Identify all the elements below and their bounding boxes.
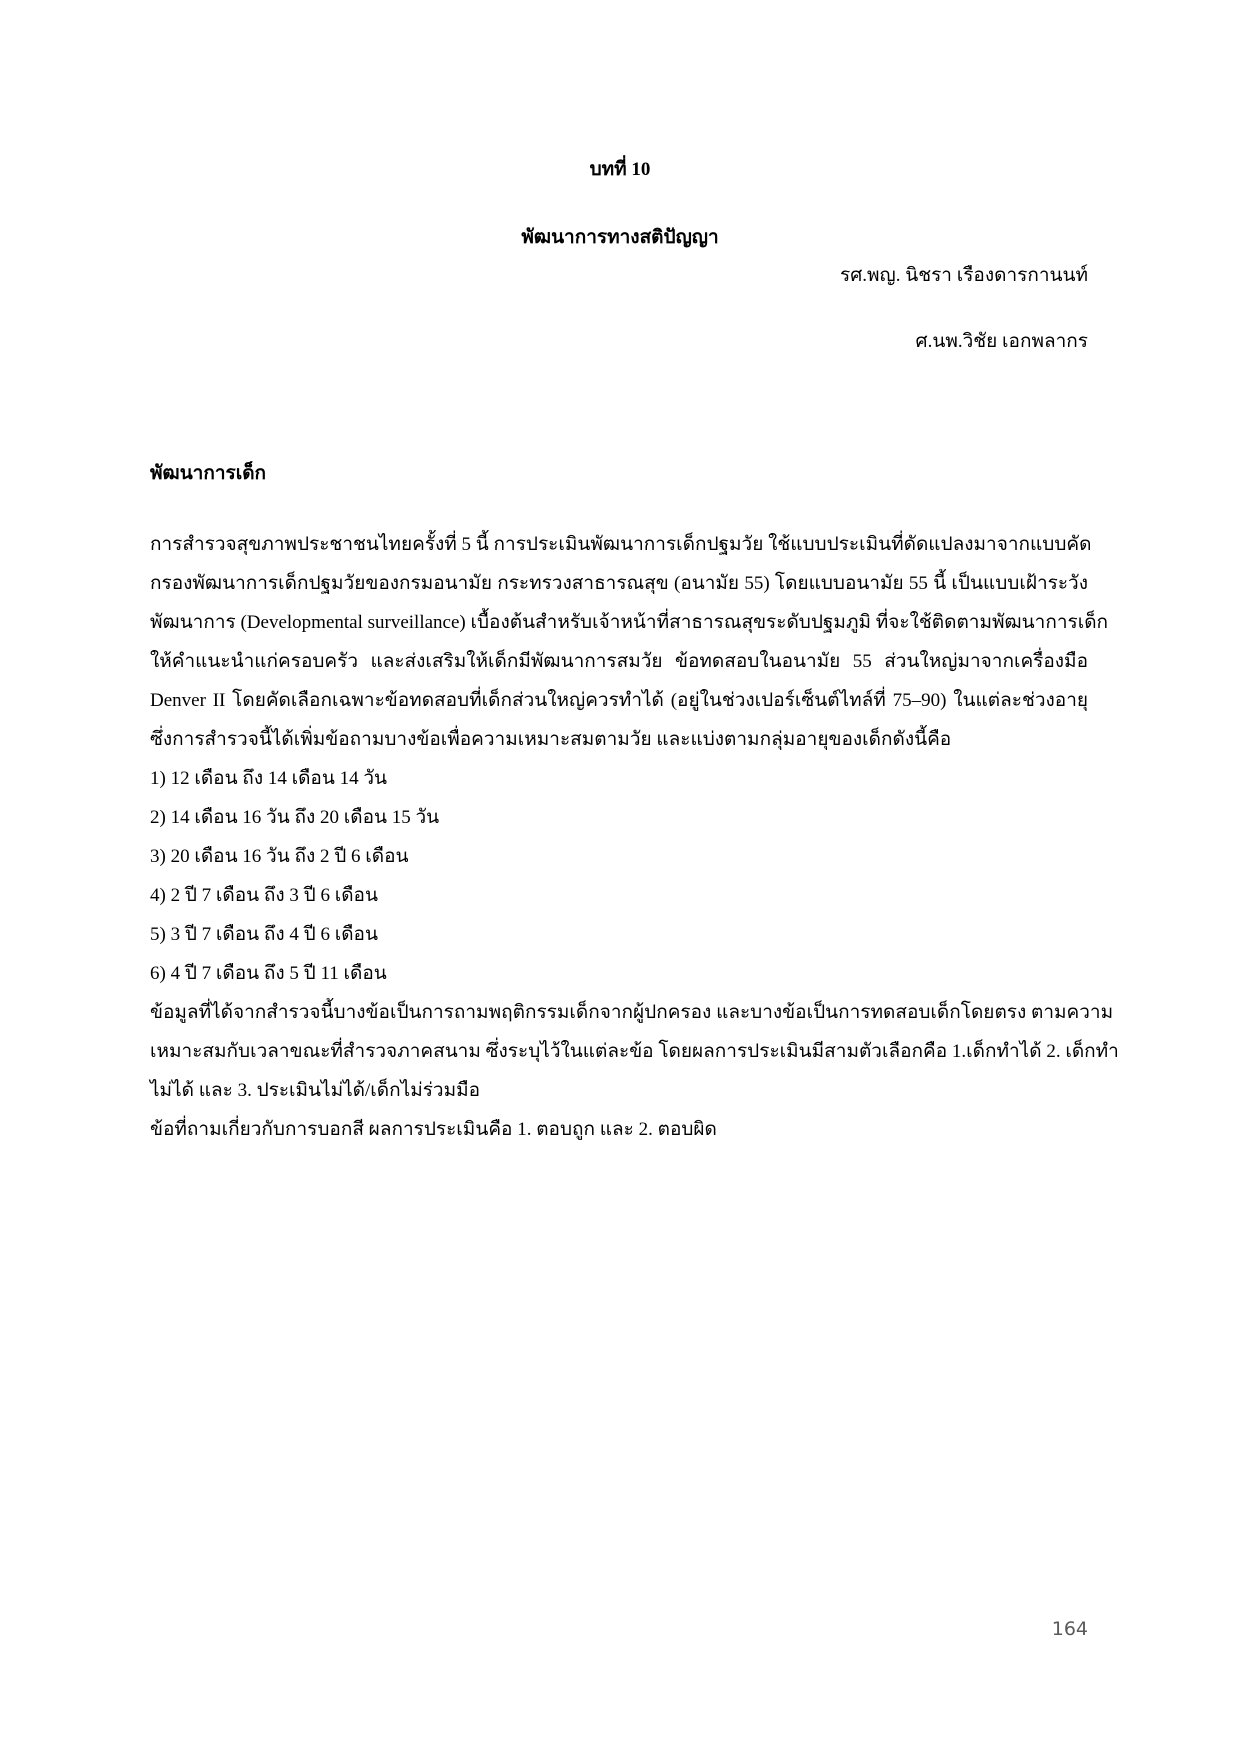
section-heading: พัฒนาการเด็ก [150, 463, 267, 484]
assessment-paragraph [150, 993, 1119, 1149]
age-group-item: 1) 12 เดือน ถึง 14 เดือน 14 วัน [150, 768, 387, 789]
paragraph-line: ไม่ได้ และ 3. ประเมินไม่ได้/เด็กไม่ร่วมมือ [150, 1080, 481, 1101]
author-secondary: ศ.นพ.วิชัย เอกพลากร [915, 331, 1088, 352]
age-group-item: 4) 2 ปี 7 เดือน ถึง 3 ปี 6 เดือน [150, 885, 378, 906]
author-primary: รศ.พญ. นิชรา เรืองดารกานนท์ [839, 265, 1088, 286]
paragraph-line: กรองพัฒนาการเด็กปฐมวัยของกรมอนามัย กระทรวงสาธารณสุข (อนามัย 55) โดยแบบอนามัย 55 นี้ เป็นแบบเฝ้าระวัง [150, 573, 1088, 594]
chapter-title: พัฒนาการทางสติปัญญา [521, 227, 719, 248]
age-group-item: 6) 4 ปี 7 เดือน ถึง 5 ปี 11 เดือน [150, 963, 387, 984]
age-group-item: 5) 3 ปี 7 เดือน ถึง 4 ปี 6 เดือน [150, 924, 378, 945]
age-group-item: 2) 14 เดือน 16 วัน ถึง 20 เดือน 15 วัน [150, 807, 440, 828]
paragraph-line: ข้อมูลที่ได้จากสำรวจนี้บางข้อเป็นการถามพฤติกรรมเด็กจากผู้ปกครอง และบางข้อเป็นการทดสอบเด็กโดยตรง ตามความ [150, 1002, 1114, 1023]
paragraph-line: Denver II โดยคัดเลือกเฉพาะข้อทดสอบที่เด็กส่วนใหญ่ควรทำได้ (อยู่ในช่วงเปอร์เซ็นต์ไทล์ที่ 75–90) ในแต่ละช่วงอายุ [150, 690, 1088, 711]
paragraph-line: พัฒนาการ (Developmental surveillance) เบื้องต้นสำหรับเจ้าหน้าที่สาธารณสุขระดับปฐมภูมิ ที่จะใช้ติดตามพัฒนาการเด็ก [150, 612, 1109, 633]
intro-paragraph [150, 525, 1109, 759]
paragraph-line: การสำรวจสุขภาพประชาชนไทยครั้งที่ 5 นี้ การประเมินพัฒนาการเด็กปฐมวัย ใช้แบบประเมินที่ดัดแปลงมาจากแบบคัด [150, 534, 1092, 555]
age-group-item: 3) 20 เดือน 16 วัน ถึง 2 ปี 6 เดือน [150, 846, 409, 867]
paragraph-line: ข้อที่ถามเกี่ยวกับการบอกสี ผลการประเมินคือ 1. ตอบถูก และ 2. ตอบผิด [150, 1119, 717, 1140]
paragraph-line: ซึ่งการสำรวจนี้ได้เพิ่มข้อถามบางข้อเพื่อความเหมาะสมตามวัย และแบ่งตามกลุ่มอายุของเด็กดังนี้คือ [150, 729, 952, 750]
age-group-list [150, 759, 1088, 993]
paragraph-line: ให้คำแนะนำแก่ครอบครัว และส่งเสริมให้เด็กมีพัฒนาการสมวัย ข้อทดสอบในอนามัย 55 ส่วนใหญ่มาจากเครื่องมือ [150, 651, 1088, 672]
page-number: 164 [1051, 1618, 1088, 1640]
chapter-number: บทที่ 10 [589, 159, 651, 180]
paragraph-line: เหมาะสมกับเวลาขณะที่สำรวจภาคสนาม ซึ่งระบุไว้ในแต่ละข้อ โดยผลการประเมินมีสามตัวเลือกคือ 1.เด็กทำได้ 2. เด็กทำ [150, 1041, 1119, 1062]
